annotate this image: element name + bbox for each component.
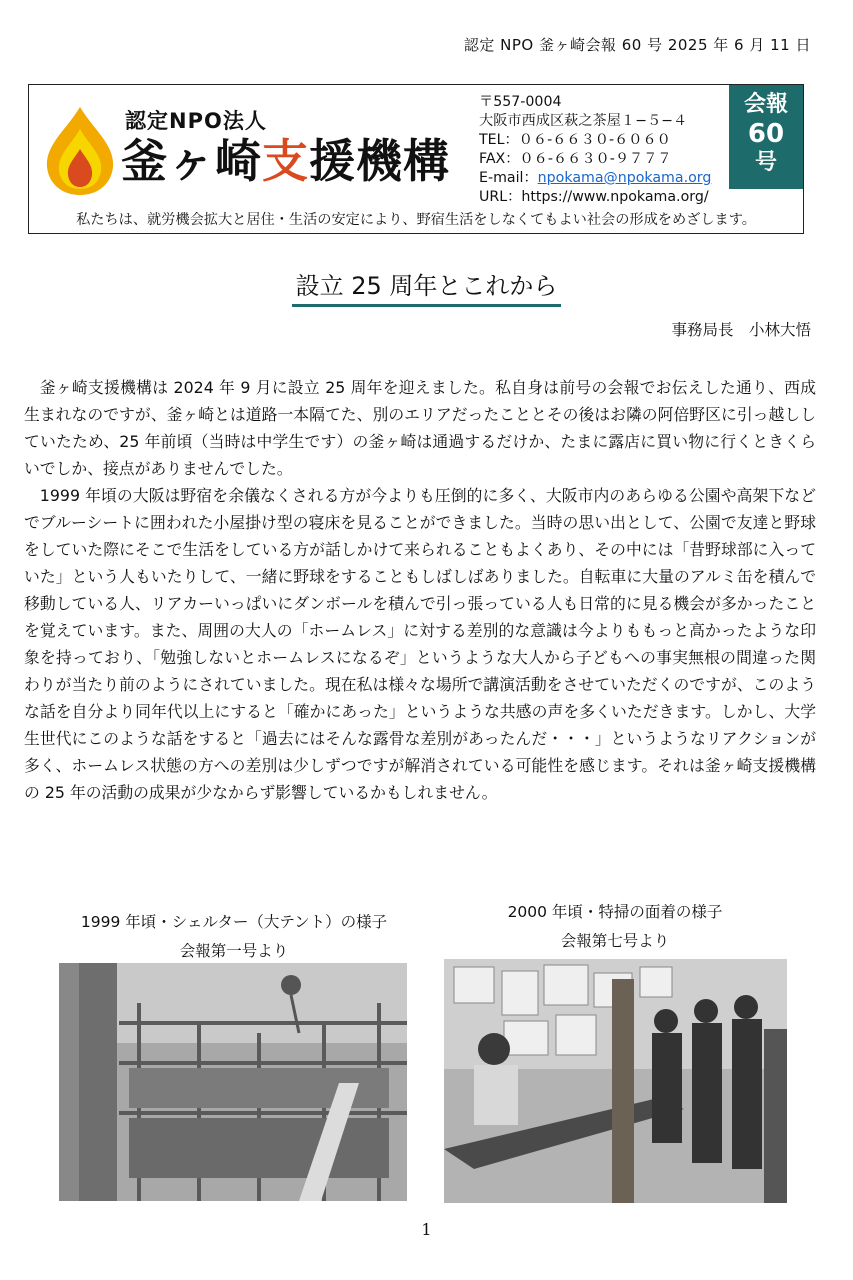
- issue-badge: [729, 85, 803, 189]
- caption-source: 会報第一号より: [179, 942, 289, 960]
- shelter-tent-photo: [59, 963, 407, 1201]
- email-label: E-mail：: [479, 170, 538, 186]
- shelter-photo-illustration: [59, 963, 407, 1201]
- photo-caption-2: [440, 898, 790, 956]
- fax: FAX：０６-６６３０-９７７７: [479, 151, 672, 167]
- article-body: [24, 374, 816, 806]
- masthead: [28, 84, 804, 234]
- flame-logo-icon: [43, 105, 117, 197]
- cleaning-work-photo: [444, 959, 787, 1203]
- page-number: 1: [421, 1220, 432, 1239]
- address: 大阪市西成区萩之茶屋１−５−４: [479, 113, 688, 129]
- paragraph: 1999 年頃の大阪は野宿を余儀なくされる方が今よりも圧倒的に多く、大阪市内のあらゆる公園や高架下などでブルーシートに囲われた小屋掛け型の寝床を見ることができました。当時の思い出として、公園で友達と野球をしていた際にそこで生活をしている方が話しかけて来られることもよくあり、その中には「昔野球部に入っていた」という人もいたりして、一緒に野球をすることもしばしばありました。自転車に大量のアルミ缶を積んで移動している人、リアカーいっぱいにダンボールを積んで引っ張っている人も日常的に見る機会が多かったことを覚えています。また、周囲の大人の「ホームレス」に対する差別的な意識は今よりももっと高かったような印象を持っており、「勉強しないとホームレスになるぞ」というような大人から子どもへの事実無根の間違った関わりが当たり前のようにされていました。現在私は様々な場所で講演活動をさせていただくのですが、このような話を自分より同年代以上にすると「確かにあった」というような共感の声を多くいただきます。しかし、大学生世代にこのような話をすると「過去にはそんな露骨な差別があったんだ・・・」というようなリアクションが多く、ホームレス状態の方への差別は少しずつですが解消されている可能性を感じます。それは釜ヶ崎支援機構の 25 年の活動の成果が少なからず影響しているかもしれません。: [24, 486, 816, 802]
- paragraph: 釜ヶ崎支援機構は 2024 年 9 月に設立 25 周年を迎えました。私自身は前号の会報でお伝えした通り、西成生まれなのですが、釜ヶ崎とは道路一本隔てた、別のエリアだったこととその後はお隣の阿倍野区に引っ越ししていたため、25 年前頃（当時は中学生です）の釜ヶ崎は通過するだけか、たまに露店に買い物に行くときくらいでしか、接点がありませんでした。: [24, 378, 816, 478]
- tel: TEL：０６-６６３０-６０６０: [479, 132, 671, 148]
- caption-source: 会報第七号より: [560, 932, 670, 950]
- caption-title: 2000 年頃・特掃の面着の様子: [507, 903, 723, 921]
- org-name: [121, 133, 450, 189]
- issue-line: 認定 NPO 釜ヶ崎会報 60 号 2025 年 6 月 11 日: [463, 36, 811, 54]
- badge-number: 60: [747, 119, 785, 149]
- article-title: [0, 266, 853, 307]
- email-row: [479, 169, 711, 188]
- badge-line1: 会報: [743, 92, 788, 117]
- email-link[interactable]: npokama@npokama.org: [537, 170, 712, 186]
- cleaning-photo-illustration: [444, 959, 787, 1203]
- org-name-accent: 支: [262, 134, 309, 188]
- article-title-text: 設立 25 周年とこれから: [292, 266, 562, 307]
- photo-caption-1: [60, 908, 408, 966]
- url[interactable]: URL：https://www.npokama.org/: [479, 189, 709, 205]
- badge-line3: 号: [754, 150, 777, 175]
- mission-statement: 私たちは、就労機会拡大と居住・生活の安定により、野宿生活をしなくてもよい社会の形成をめざします。: [76, 212, 756, 228]
- contact-info: [479, 93, 711, 207]
- caption-title: 1999 年頃・シェルター（大テント）の様子: [80, 913, 388, 931]
- article-author: 事務局長 小林大悟: [671, 321, 811, 339]
- org-name-part2: 援機構: [309, 134, 450, 188]
- postal-code: 〒557-0004: [479, 94, 562, 110]
- org-name-part1: 釜ヶ崎: [121, 134, 262, 188]
- org-type-label: 認定NPO法人: [125, 109, 267, 133]
